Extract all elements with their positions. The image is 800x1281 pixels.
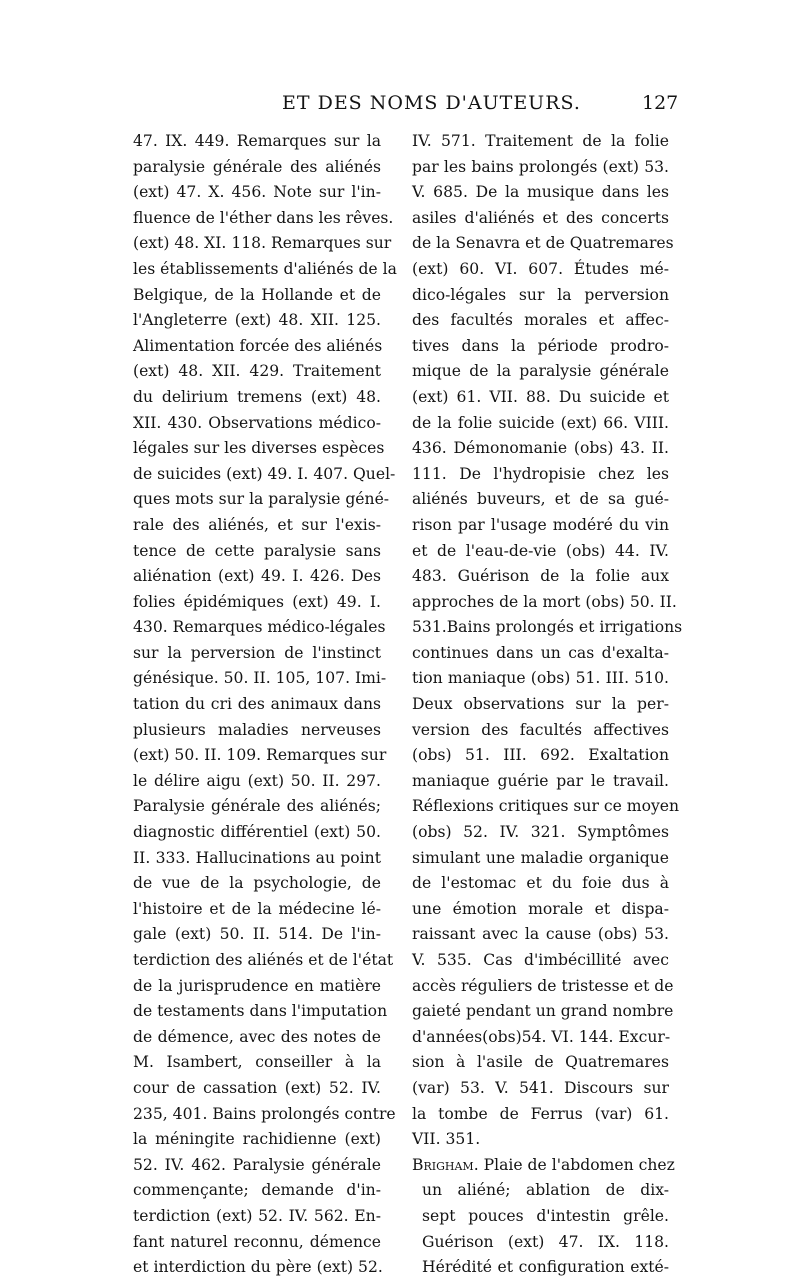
text-line: paralysie générale des aliénés <box>133 157 381 176</box>
text-line: un aliéné; ablation de dix- <box>422 1181 669 1200</box>
text-line: rison par l'usage modéré du vin <box>412 515 669 534</box>
text-line: tives dans la période prodro- <box>412 336 669 355</box>
text-line: de démence, avec des notes de <box>133 1027 381 1046</box>
text-line: terdiction (ext) 52. IV. 562. En- <box>133 1206 381 1225</box>
text-line: du delirium tremens (ext) 48. <box>133 387 381 406</box>
text-line: légales sur les diverses espèces <box>133 439 385 458</box>
text-line: approches de la mort (obs) 50. II. <box>412 592 677 611</box>
text-line: terdiction des aliénés et de l'état <box>133 951 394 969</box>
text-line: raissant avec la cause (obs) 53. <box>412 925 669 944</box>
text-line: plusieurs maladies nerveuses <box>133 720 381 739</box>
text-line: l'histoire et de la médecine lé- <box>133 899 381 918</box>
text-line: aliénation (ext) 49. I. 426. Des <box>133 567 381 586</box>
text-line: continues dans un cas d'exalta- <box>412 643 669 662</box>
text-line: 430. Remarques médico-légales <box>133 618 386 637</box>
right-column <box>412 129 683 1281</box>
text-line: génésique. 50. II. 105, 107. Imi- <box>133 669 387 688</box>
text-line: tence de cette paralysie sans <box>133 541 381 560</box>
text-line: IV. 571. Traitement de la folie <box>412 132 669 150</box>
running-title: ET DES NOMS D'AUTEURS. <box>282 92 581 114</box>
text-line: Réflexions critiques sur ce moyen <box>412 797 680 816</box>
text-line: les établissements d'aliénés de la <box>133 259 397 278</box>
text-line: V. 685. De la musique dans les <box>412 183 669 202</box>
text-line: fluence de l'éther dans les rêves. <box>133 208 394 227</box>
text-line: gale (ext) 50. II. 514. De l'in- <box>133 925 381 944</box>
page-header <box>0 92 800 122</box>
text-line: de vue de la psychologie, de <box>133 874 381 893</box>
text-line: (obs) 51. III. 692. Exaltation <box>412 746 669 765</box>
text-line: Belgique, de la Hollande et de <box>133 285 381 304</box>
text-line: par les bains prolongés (ext) 53. <box>412 157 669 176</box>
text-line: Paralysie générale des aliénés; <box>133 797 381 816</box>
text-line: (var) 53. V. 541. Discours sur <box>412 1078 669 1097</box>
text-line: mique de la paralysie générale <box>412 362 669 381</box>
text-line: Hérédité et configuration exté- <box>422 1258 669 1277</box>
text-line: des facultés morales et affec- <box>412 311 669 330</box>
text-line: commençante; demande d'in- <box>133 1181 381 1200</box>
text-line: 483. Guérison de la folie aux <box>412 567 669 586</box>
text-line: sion à l'asile de Quatremares <box>412 1053 669 1072</box>
page-number: 127 <box>642 92 679 114</box>
text-line: simulant une maladie organique <box>412 848 669 867</box>
text-line: la méningite rachidienne (ext) <box>133 1130 381 1149</box>
text-line: sept pouces d'intestin grêle. <box>422 1206 669 1225</box>
text-line: sur la perversion de l'instinct <box>133 643 381 662</box>
text-line: diagnostic différentiel (ext) 50. <box>133 823 381 842</box>
text-line: folies épidémiques (ext) 49. I. <box>133 592 381 611</box>
text-line: la tombe de Ferrus (var) 61. <box>412 1104 669 1123</box>
text-line: le délire aigu (ext) 50. II. 297. <box>133 771 381 790</box>
text-line: Guérison (ext) 47. IX. 118. <box>422 1232 669 1251</box>
text-line: de testaments dans l'imputation <box>133 1002 388 1021</box>
text-line: d'années(obs)54. VI. 144. Excur- <box>412 1027 671 1046</box>
text-line: aliénés buveurs, et de sa gué- <box>412 490 669 509</box>
text-line: et interdiction du père (ext) 52. <box>133 1258 383 1277</box>
text-line: 235, 401. Bains prolongés contre <box>133 1104 396 1123</box>
text-line: de la Senavra et de Quatremares <box>412 234 674 253</box>
text-line: VII. 351. <box>412 1130 481 1149</box>
text-line: (ext) 61. VII. 88. Du suicide et <box>412 387 669 406</box>
left-column <box>133 129 397 1281</box>
text-line: 531.Bains prolongés et irrigations <box>412 618 683 637</box>
text-line: 111. De l'hydropisie chez les <box>412 464 669 483</box>
text-line: rale des aliénés, et sur l'exis- <box>133 515 381 534</box>
text-line: maniaque guérie par le travail. <box>412 771 669 790</box>
text-line: de la jurisprudence en matière <box>133 976 381 995</box>
text-line: l'Angleterre (ext) 48. XII. 125. <box>133 311 381 330</box>
text-line: II. 333. Hallucinations au point <box>133 848 381 867</box>
text-line: (ext) 50. II. 109. Remarques sur <box>133 746 387 765</box>
text-line: fant naturel reconnu, démence <box>133 1232 381 1251</box>
text-line: XII. 430. Observations médico- <box>133 413 381 432</box>
text-line: Deux observations sur la per- <box>412 695 669 714</box>
text-line: asiles d'aliénés et des concerts <box>412 208 669 227</box>
text-line: (ext) 48. XII. 429. Traitement <box>133 362 381 381</box>
text-line: tation du cri des animaux dans <box>133 695 381 714</box>
author-name: Brigham <box>412 1155 474 1174</box>
text-line: Alimentation forcée des aliénés <box>133 336 383 355</box>
text-line: tion maniaque (obs) 51. III. 510. <box>412 669 669 688</box>
entry-first-line: . Plaie de l'abdomen chez <box>473 1155 675 1174</box>
text-line: gaieté pendant un grand nombre <box>412 1002 674 1021</box>
text-line: une émotion morale et dispa- <box>412 899 669 918</box>
text-line: ques mots sur la paralysie géné- <box>133 490 390 509</box>
text-line: M. Isambert, conseiller à la <box>133 1053 381 1072</box>
text-line: (ext) 60. VI. 607. Études mé- <box>412 259 669 278</box>
text-line: (obs) 52. IV. 321. Symptômes <box>412 823 669 842</box>
text-line: V. 535. Cas d'imbécillité avec <box>412 951 669 969</box>
text-line: de l'estomac et du foie dus à <box>412 874 669 893</box>
text-line: dico-légales sur la perversion <box>412 285 669 304</box>
text-line: (ext) 47. X. 456. Note sur l'in- <box>133 183 381 202</box>
text-line: (ext) 48. XI. 118. Remarques sur <box>133 234 392 253</box>
text-line: et de l'eau-de-vie (obs) 44. IV. <box>412 541 669 560</box>
text-line: version des facultés affectives <box>412 720 669 739</box>
text-line: cour de cassation (ext) 52. IV. <box>133 1078 381 1097</box>
text-line: 52. IV. 462. Paralysie générale <box>133 1155 381 1174</box>
text-line: de la folie suicide (ext) 66. VIII. <box>412 413 669 432</box>
text-line: de suicides (ext) 49. I. 407. Quel- <box>133 464 396 483</box>
text-line: 436. Démonomanie (obs) 43. II. <box>412 439 669 458</box>
index-entry-heading <box>412 1153 675 1179</box>
text-line: 47. IX. 449. Remarques sur la <box>133 132 381 150</box>
text-line: accès réguliers de tristesse et de <box>412 976 674 995</box>
